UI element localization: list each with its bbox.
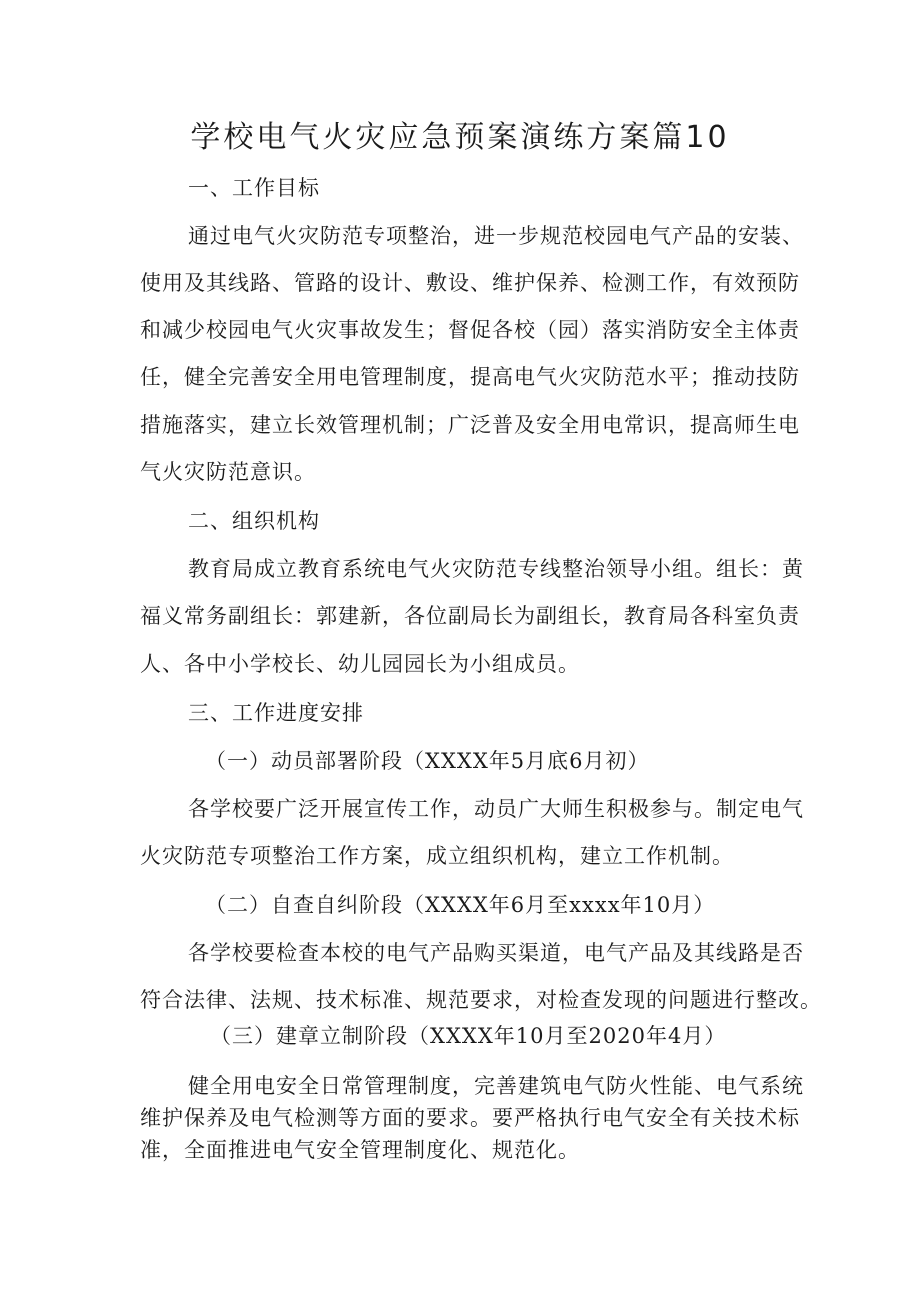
document-title: 学校电气火灾应急预案演练方案篇10 <box>190 120 730 155</box>
paragraph-line: 任，健全完善安全用电管理制度，提高电气火灾防范水平；推动技防 <box>140 365 800 389</box>
paragraph-line: 准，全面推进电气安全管理制度化、规范化。 <box>140 1138 580 1162</box>
paragraph-line: 措施落实，建立长效管理机制；广泛普及安全用电常识，提高师生电 <box>140 413 800 437</box>
paragraph-line: 气火灾防范意识。 <box>140 460 316 484</box>
paragraph-line: 通过电气火灾防范专项整治，进一步规范校园电气产品的安装、 <box>188 224 804 248</box>
paragraph-line: 使用及其线路、管路的设计、敷设、维护保养、检测工作，有效预防 <box>140 271 800 295</box>
section-heading-goals: 一、工作目标 <box>188 176 320 200</box>
paragraph-line: 教育局成立教育系统电气火灾防范专线整治领导小组。组长：黄 <box>188 557 804 581</box>
paragraph-line: 和减少校园电气火灾事故发生；督促各校（园）落实消防安全主体责 <box>140 318 800 342</box>
paragraph-line: 健全用电安全日常管理制度，完善建筑电气防火性能、电气系统 <box>188 1074 804 1098</box>
paragraph-line: 人、各中小学校长、幼儿园园长为小组成员。 <box>140 652 580 676</box>
phase-heading-self-inspection: （二）自查自纠阶段（XXXX年6月至xxxx年10月） <box>205 893 716 917</box>
paragraph-line: 维护保养及电气检测等方面的要求。要严格执行电气安全有关技术标 <box>140 1106 800 1130</box>
section-heading-organization: 二、组织机构 <box>188 509 320 533</box>
paragraph-line: 各学校要广泛开展宣传工作，动员广大师生积极参与。制定电气 <box>188 797 804 821</box>
section-heading-schedule: 三、工作进度安排 <box>188 701 364 725</box>
paragraph-line: 火灾防范专项整治工作方案，成立组织机构，建立工作机制。 <box>140 844 734 868</box>
paragraph-line: 福义常务副组长：郭建新，各位副局长为副组长，教育局各科室负责 <box>140 604 800 628</box>
paragraph-line: 各学校要检查本校的电气产品购买渠道，电气产品及其线路是否 <box>188 941 804 965</box>
paragraph-line: 符合法律、法规、技术标准、规范要求，对检查发现的问题进行整改。 <box>140 988 822 1012</box>
phase-heading-mobilization: （一）动员部署阶段（XXXX年5月底6月初） <box>205 749 650 773</box>
phase-heading-regulation: （三）建章立制阶段（XXXX年10月至2020年4月） <box>210 1024 727 1048</box>
